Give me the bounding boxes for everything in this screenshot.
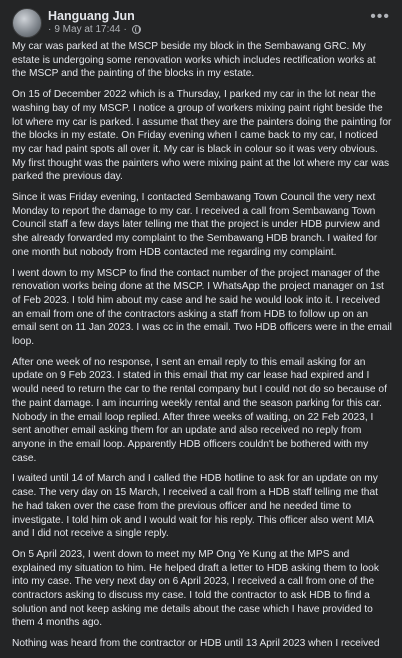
post-body [12,40,392,658]
post-date[interactable]: 9 May at 17:44 [54,24,121,35]
dot-separator-2: · [123,24,127,35]
post-meta [48,24,141,35]
post-paragraph: On 15 of December 2022 which is a Thursday, I parked my car in the lot near the washing bay of my MSCP. I notice a group of workers mixing paint right beside the lot where my car is parked. I assume that they are the painters doing the painting for the blocks in my estate. On Friday evening when I came back to my car, I noticed my car had paint spots all over it. My car is black in colour so it was very obvious. My first thought was the painters who were mixing paint at the lot where my car was parked the previous day. [12,89,392,183]
more-options-button[interactable]: ••• [370,8,390,25]
post-paragraph: On 5 April 2023, I went down to meet my MP Ong Ye Kung at the MPS and explained my situation to him. He helped draft a letter to HDB asking them to look into my case. The very next day on 6 April 2023, I received a call from one of the contractors asking to discuss my case. I told the contractor to ask HDB to find a solution and not keep asking me details about the case which I have provided to them 4 months ago. [12,548,379,629]
post-header [0,0,402,42]
author-name[interactable]: Hanguang Jun [48,9,135,23]
avatar[interactable] [12,8,42,38]
post-paragraph: Since it was Friday evening, I contacted Sembawang Town Council the very next Monday to report the damage to my car. I received a call from Sembawang Town Council staff a few days later telling me that the project is under HDB purview and she already forwarded my complaint to the Sembawang HDB branch. I waited for one month but nobody from HDB contacted me regarding my complaint. [12,192,380,258]
post-paragraph: I waited until 14 of March and I called the HDB hotline to ask for an update on my case. The very day on 15 March, I received a call from a HDB staff telling me that he had taken over the case from the previous officer and he needed time to investigate. I told him ok and I would wait for his reply. This officer also went MIA and I did not receive a single reply. [12,473,378,540]
post-paragraph: Nothing was heard from the contractor or HDB until 13 April 2023 when I received [12,638,380,650]
dot-separator: · [48,24,52,35]
post-paragraph: I went down to my MSCP to find the contact number of the project manager of the renovation works being done at the MSCP. I WhatsApp the project manager on 1st of Feb 2023. I told him about my case and he said he would look into it. I received an email from one of the contractors asking a staff from HDB to follow up on an email sent on 11 Jan 2023. I was cc in the email. Two HDB officers were in the email loop. [12,267,392,348]
post-paragraph: After one week of no response, I sent an email reply to this email asking for an update on 9 Feb 2023. I stated in this email that my car lease had expired and I would need to return the car to the rental company but I could not do so because of the paint damage. I am incurring weekly rental and the season parking for this car. Nobody in the email loop replied. After three weeks of waiting, on 22 Feb 2023, I sent another email asking them for an update and also received no reply from anyone in the email loop. Apparently HDB officers couldn't be bothered with my case. [12,356,387,464]
post-paragraph: My car was parked at the MSCP beside my block in the Sembawang GRC. My estate is undergoing some renovation works which includes rectification works at the MSCP and the painting of the blocks in my estate. [12,41,376,80]
globe-icon [132,25,141,34]
